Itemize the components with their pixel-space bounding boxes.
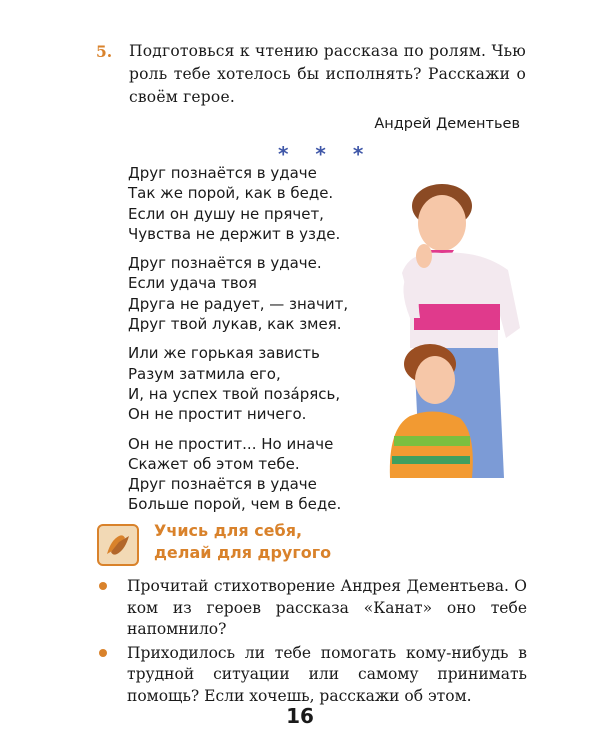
question-text: Прочитай стихотворение Андрея Дементьева. О ком из героев рассказа «Канат» оно тебе напомнило? (127, 577, 527, 638)
poem-line: Друга не радует, — значит, (128, 294, 349, 313)
poem-stanza (128, 343, 348, 424)
poem-line: Или же горькая зависть (128, 344, 320, 363)
tall-boy-hand (416, 244, 432, 268)
section-title (154, 520, 331, 564)
small-boy-face (415, 356, 455, 404)
small-boy-stripe-2 (392, 456, 470, 464)
boys-illustration (380, 178, 530, 478)
small-boy-stripe (394, 436, 470, 446)
poem-line: Если он душу не прячет, (128, 204, 324, 223)
poem (128, 163, 348, 524)
task-text: Подготовься к чтению рассказа по ролям. Чью роль тебе хотелось бы исполнять? Расскажи о своём герое. (129, 42, 526, 106)
poem-line: Он не простит... Но иначе (128, 434, 334, 453)
poem-author: Андрей Дементьев (374, 116, 520, 132)
poem-line: Друг познаётся в удаче (128, 164, 317, 182)
question-text: Приходилось ли тебе помогать кому-нибудь в трудной ситуации или самому принимать помощь? Если хочешь, расскажи об этом. (127, 643, 527, 705)
bullet-icon (99, 582, 107, 590)
poem-stanza (128, 163, 348, 244)
hands-icon (97, 524, 139, 566)
poem-line: Так же порой, как в беде. (128, 184, 334, 203)
list-item (97, 576, 527, 641)
task-5 (96, 40, 526, 109)
tall-boy-stripe (414, 304, 500, 330)
tall-boy-shirt (402, 253, 520, 348)
poem-line: Друг познаётся в удаче (128, 475, 317, 494)
poem-line: Больше порой, чем в беде. (128, 495, 342, 514)
list-item (97, 643, 527, 708)
poem-line: Друг познаётся в удаче. (128, 254, 322, 273)
poem-line: Скажет об этом тебе. (128, 454, 300, 473)
poem-line: Чувства не держит в узде. (128, 224, 341, 243)
poem-line: И, на успех твой поза́рясь, (128, 384, 341, 403)
poem-stanza (128, 253, 348, 334)
bullet-icon (99, 649, 107, 657)
questions-list (97, 576, 527, 709)
poem-line: Друг твой лукав, как змея. (128, 315, 342, 334)
section-title-line: Учись для себя, (154, 521, 303, 540)
poem-stars: * * * (278, 142, 374, 166)
task-number: 5. (96, 42, 113, 61)
section-title-line: делай для другого (154, 543, 332, 562)
poem-stanza (128, 434, 348, 515)
poem-line: Разум затмила его, (128, 364, 281, 383)
poem-line: Если удача твоя (128, 274, 257, 293)
page-number: 16 (286, 704, 314, 728)
poem-line: Он не простит ничего. (128, 405, 307, 424)
tall-boy-face (418, 195, 466, 251)
